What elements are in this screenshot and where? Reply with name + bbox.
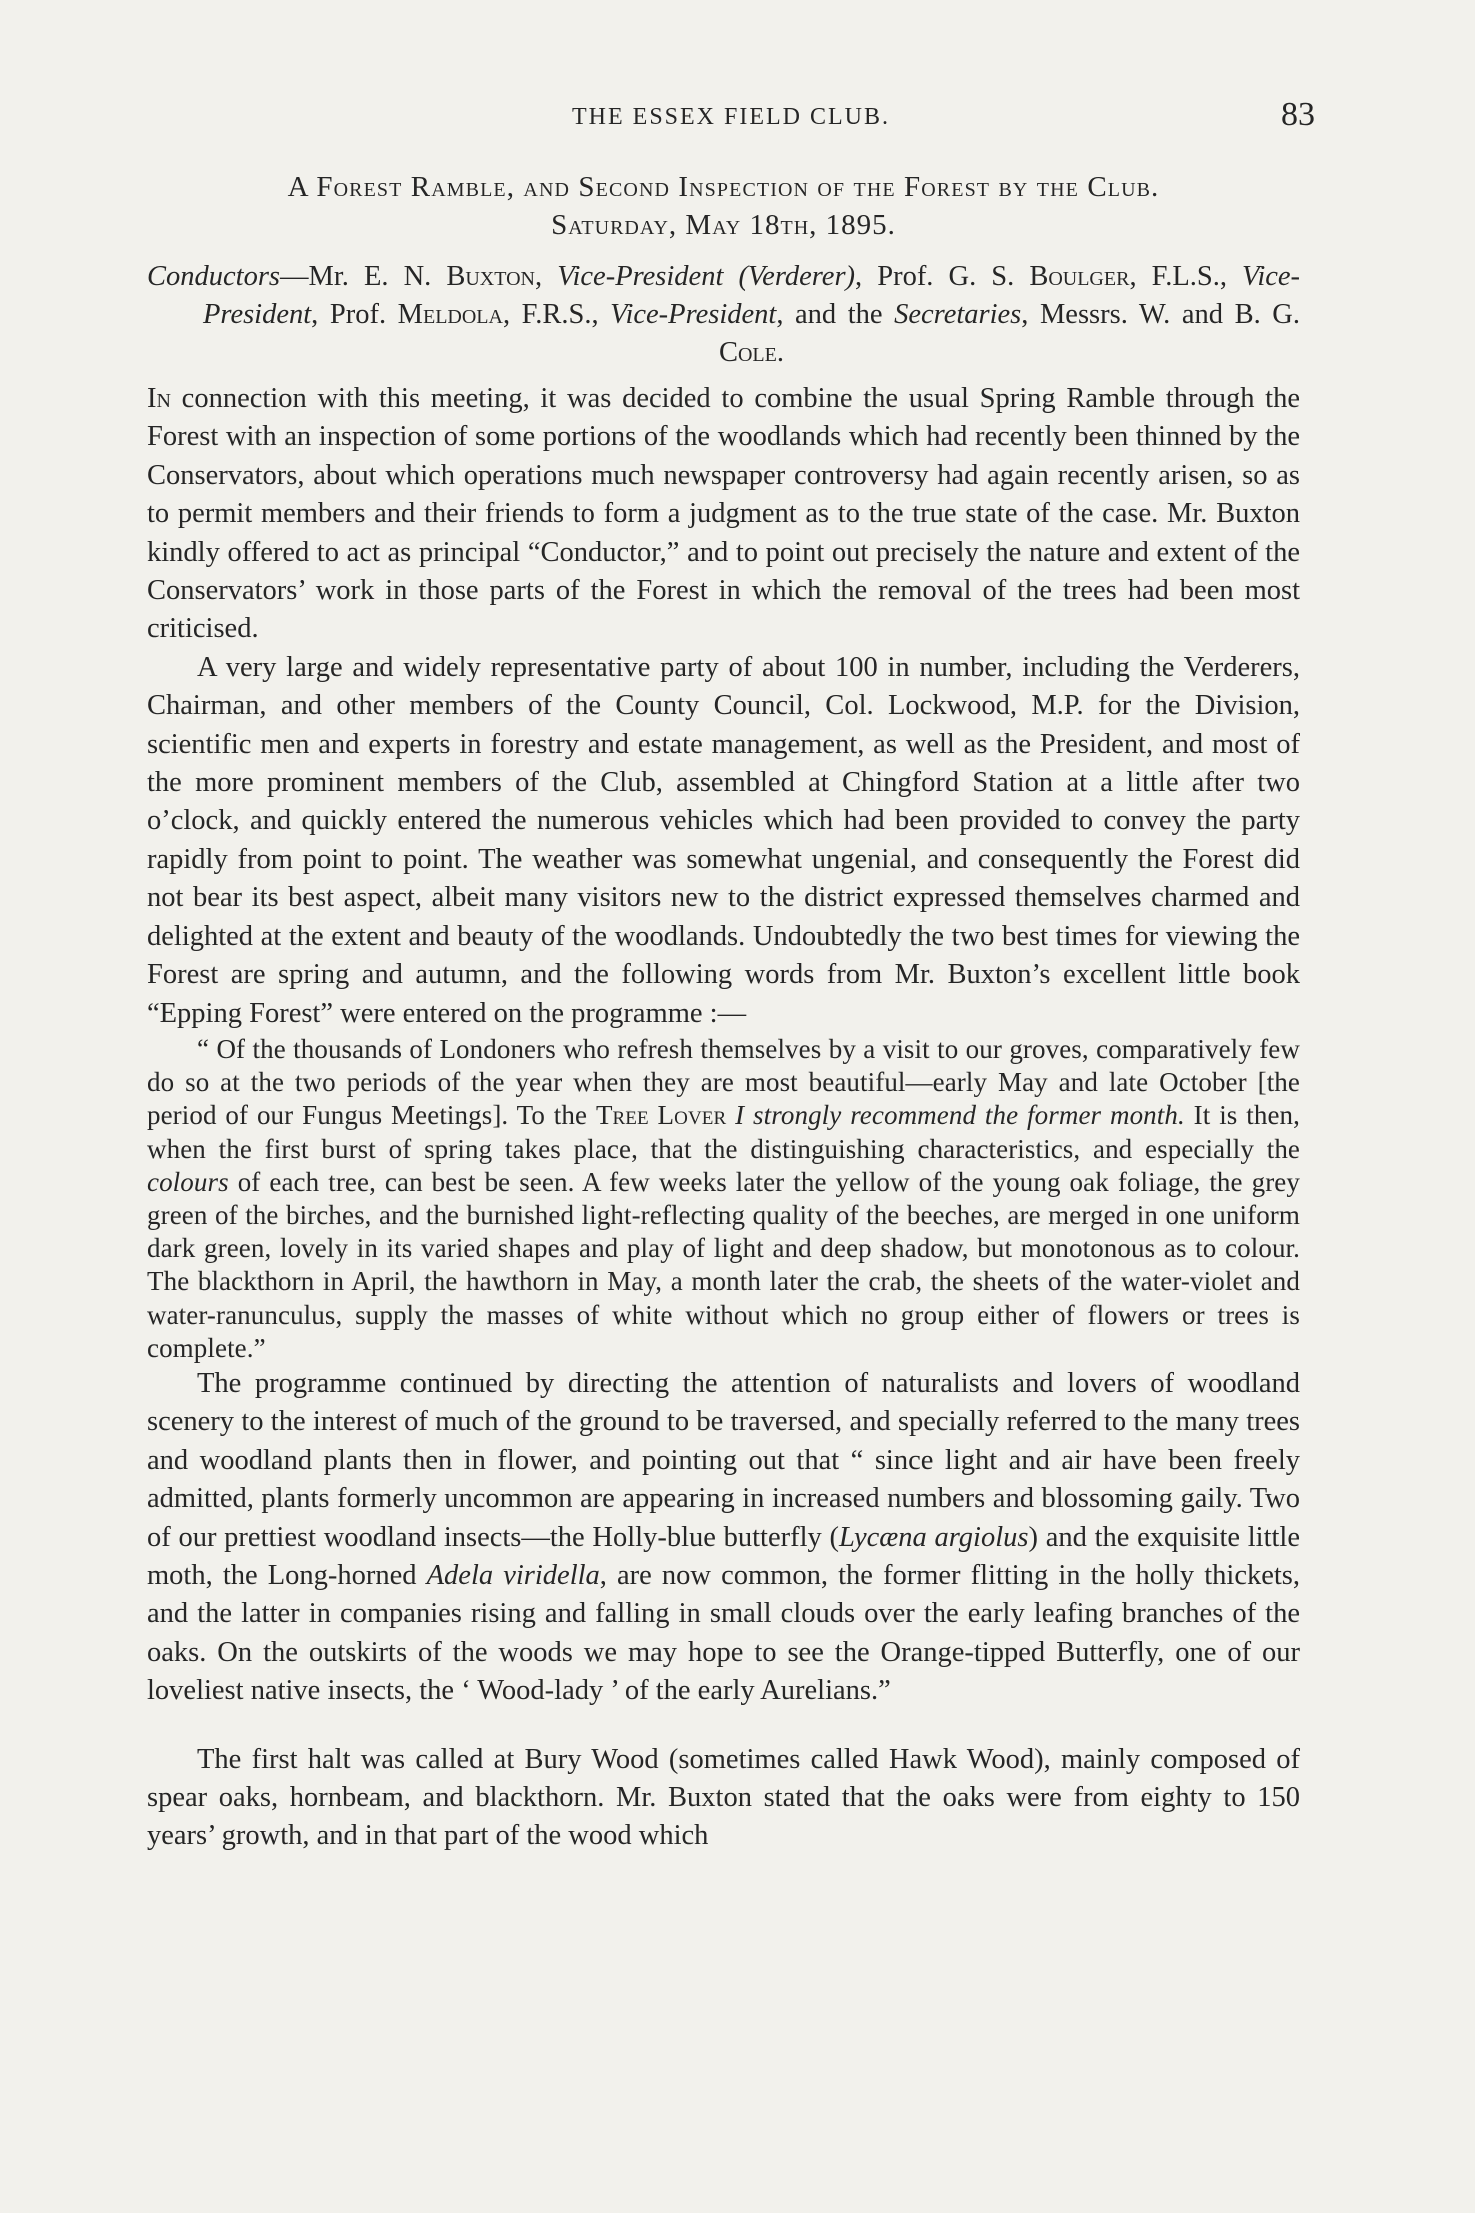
name-boulger: Boulger bbox=[1029, 261, 1130, 292]
text-run: , and the bbox=[776, 299, 895, 330]
quote-text: “ Of the thousands of Londoners who refresh themselves by a visit to our groves, comparatively few do so at the two periods of the year when they are most beautiful—early May and late October [the period of our Fungus Meetings]. To the bbox=[147, 1033, 1300, 1131]
quote-text: It is then, when the first burst of spring takes place, that the distinguishing characteristics, and especially the bbox=[147, 1100, 1300, 1164]
conductors-line: Conductors—Mr. E. N. Buxton, Vice-President (Verderer), Prof. G. S. Boulger, F.L.S., Vice-President, Prof. Meldola, F.R.S., Vice-President, and the Secretaries, Messrs. W. and B. G. Cole. bbox=[147, 261, 1301, 368]
page-header bbox=[147, 96, 1315, 140]
role-vp: Vice-President bbox=[610, 299, 777, 330]
name-cole: Cole bbox=[718, 337, 777, 368]
paragraph-2: A very large and widely representative party of about 100 in number, including the Verderers, Chairman, and other members of the County Council, Col. Lockwood, M.P. for the Division, scientific men and experts in forestry and estate management, as well as the President, and most of the more prominent members of the Club, assembled at Chingford Station at a little after two o’clock, and quickly entered the numerous vehicles which had been provided to convey the party rapidly from point to point. The weather was somewhat ungenial, and consequently the Forest did not bear its best aspect, albeit many visitors new to the district expressed themselves charmed and delighted at the extent and beauty of the woodlands. Undoubtedly the two best times for viewing the Forest are spring and autumn, and the following words from Mr. Buxton’s excellent little book “Epping Forest” were entered on the programme :— bbox=[147, 651, 1300, 1029]
text-run: , Prof. bbox=[311, 299, 398, 330]
article-title: A Forest Ramble, and Second Inspection of the Forest by the Club. bbox=[287, 171, 1160, 203]
paragraph-text: , are now common, the former flitting in the holly thickets, and the latter in companies rising and falling in small clouds over the early leafing branches of the oaks. On the outskirts of the woods we may hope to see the Orange-tipped Butterfly, one of our loveliest native insects, the ‘ Wood-lady ’ of the early Aurelians.” bbox=[147, 1559, 1300, 1707]
text-run: , F.L.S., bbox=[1129, 261, 1243, 292]
quote-colours: colours bbox=[147, 1166, 229, 1197]
paragraph-text: ) and the exquisite little moth, the Long-horned bbox=[147, 1521, 1300, 1591]
quote-text: of each tree, can best be seen. A few weeks later the yellow of the young oak foliage, the grey green of the birches, and the burnished light-reflecting quality of the beeches, are merged in one uniform dark green, lovely in its varied shapes and play of light and deep shadow, but monotonous as to colour. The blackthorn in April, the hawthorn in May, a month later the crab, the sheets of the water-violet and water-ranunculus, supply the masses of white without which no group either of flowers or trees is complete.” bbox=[147, 1166, 1300, 1363]
conductors-label: Conductors bbox=[147, 261, 281, 292]
role-vp: Vice-President bbox=[557, 261, 724, 292]
paragraph-4: The first halt was called at Bury Wood (sometimes called Hawk Wood), mainly composed of spear oaks, hornbeam, and blackthorn. Mr. Buxton stated that the oaks were from eighty to 150 years’ growth, and in that part of the wood which bbox=[147, 1743, 1300, 1852]
initial-word: In bbox=[147, 383, 171, 414]
paragraph-1 bbox=[147, 380, 1300, 649]
article-date: Saturday, May 18th, 1895. bbox=[551, 209, 896, 241]
role-secretaries: Secretaries bbox=[894, 299, 1022, 330]
article-body bbox=[147, 168, 1300, 1856]
paragraph-text: The programme continued by directing the attention of naturalists and lovers of woodland scenery to the interest of much of the ground to be traversed, and specially referred to the many trees and woodland plants then in flower, and pointing out that “ since light and air have been freely admitted, plants formerly uncommon are appearing in increased numbers and blossoming gaily. Two of our prettiest woodland insects—the Holly-blue butterfly ( bbox=[147, 1367, 1300, 1553]
paragraph-text: connection with this meeting, it was decided to combine the usual Spring Ramble through the Forest with an inspection of some portions of the woodlands which had recently been thinned by the Conservators, about which operations much newspaper controversy had again recently arisen, so as to permit members and their friends to form a judgment as to the true state of the case. Mr. Buxton kindly offered to act as principal “Conductor,” and to point out precisely the nature and extent of the Conservators’ work in those parts of the Forest in which the removal of the trees had been most criticised. bbox=[147, 383, 1300, 645]
running-title: THE ESSEX FIELD CLUB. bbox=[572, 104, 890, 130]
section-gap bbox=[147, 1711, 1300, 1741]
text-run: —Mr. E. N. bbox=[280, 261, 447, 292]
text-run: , Prof. G. S. bbox=[855, 261, 1030, 292]
text-run: . bbox=[776, 337, 784, 368]
name-buxton: Buxton bbox=[446, 261, 535, 292]
quotation bbox=[147, 1033, 1300, 1365]
page-number: 83 bbox=[1281, 96, 1315, 133]
text-run: , Messrs. W. and B. G. bbox=[1021, 299, 1300, 330]
quote-italic: I strongly recommend the former month. bbox=[726, 1100, 1185, 1131]
species-adela: Adela viridella bbox=[426, 1559, 600, 1591]
text-run: , F.R.S., bbox=[502, 299, 611, 330]
role-vp: Vice-President bbox=[203, 261, 1301, 330]
name-meldola: Meldola bbox=[397, 299, 503, 330]
quote-tree-lover: Tree Lover bbox=[595, 1100, 727, 1131]
role-verderer: (Verderer) bbox=[738, 261, 856, 292]
paragraph-3 bbox=[147, 1365, 1300, 1711]
species-lycaena: Lycæna argiolus bbox=[838, 1521, 1029, 1553]
